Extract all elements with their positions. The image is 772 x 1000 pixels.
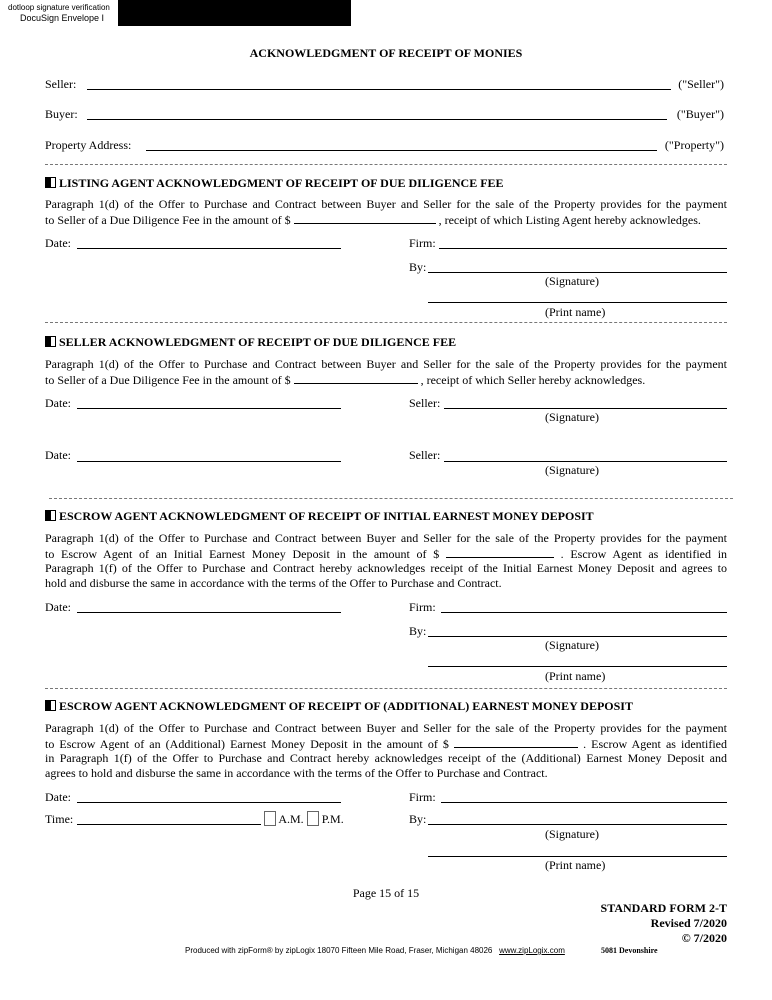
property-suffix: ("Property") [664,138,724,152]
print-name-field[interactable] [428,302,727,303]
seller-field[interactable] [87,89,671,90]
form-number: STANDARD FORM 2-T [600,901,727,915]
signature-caption: (Signature) [545,274,599,288]
date-label: Date: [45,600,71,614]
file-name: 5081 Devonshire [601,946,658,955]
section-divider [45,688,727,689]
buyer-suffix: ("Buyer") [676,107,724,121]
section-escrow-additional-heading: ESCROW AGENT ACKNOWLEDGMENT OF RECEIPT OF (ADDITIONAL) EARNEST MONEY DEPOSIT [45,699,633,714]
print-name-caption: (Print name) [545,669,606,683]
form-copyright: © 7/2020 [681,931,727,945]
by-signature-field[interactable] [428,636,727,637]
dd-fee-amount-field[interactable] [294,372,418,384]
ziplogix-link[interactable]: www.zipLogix.com [499,946,565,955]
signature-caption: (Signature) [545,410,599,424]
page-title: ACKNOWLEDGMENT OF RECEIPT OF MONIES [249,46,523,60]
section-escrow-initial-paragraph: Paragraph 1(d) of the Offer to Purchase and Contract between Buyer and Seller for the sale of the Property provides for the payment to Escrow Agent of an Initial Earnest Money Deposit in the amount of $ . Escrow Agent as identified in Paragraph 1(f) of the Offer to Purchase and Contract hereby acknowledges receipt of the Initial Earnest Money Deposit and agrees to hold and disburse the same in accordance with the terms of the Offer to Purchase and Contract. [45,531,728,590]
section-listing-agent-paragraph: Paragraph 1(d) of the Offer to Purchase and Contract between Buyer and Seller for the sale of the Property provides for the payment to Seller of a Due Diligence Fee in the amount of $ , receipt of which Listing Agent hereby acknowledges. [45,197,727,227]
additional-deposit-amount-field[interactable] [454,736,578,748]
am-checkbox[interactable] [264,811,276,826]
buyer-label: Buyer: [45,107,78,121]
firm-field[interactable] [441,802,727,803]
seller-suffix: ("Seller") [678,77,724,91]
date-label: Date: [45,448,71,462]
section-seller-paragraph: Paragraph 1(d) of the Offer to Purchase and Contract between Buyer and Seller for the sale of the Property provides for the payment to Seller of a Due Diligence Fee in the amount of $ , receipt of which Seller hereby acknowledges. [45,357,727,387]
am-pm-options [264,811,344,827]
date-label: Date: [45,396,71,410]
print-name-caption: (Print name) [545,305,606,319]
signature-caption: (Signature) [545,463,599,477]
checkbox-icon[interactable] [45,510,56,521]
signature-caption: (Signature) [545,827,599,841]
am-label: A.M. [278,812,304,826]
firm-label: Firm: [409,236,436,250]
date-label: Date: [45,236,71,250]
section-escrow-additional-paragraph: Paragraph 1(d) of the Offer to Purchase and Contract between Buyer and Seller for the sale of the Property provides for the payment to Escrow Agent of an (Additional) Earnest Money Deposit in the amount of $ . Escrow Agent as identified in Paragraph 1(f) of the Offer to Purchase and Contract hereby acknowledges receipt of the (Additional) Earnest Money Deposit and agrees to hold and disburse the same in accordance with the terms of the Offer to Purchase and Contract. [45,721,727,780]
section-divider [45,164,727,165]
by-label: By: [409,624,427,638]
checkbox-icon[interactable] [45,700,56,711]
by-label: By: [409,812,427,826]
page-number: Page 15 of 15 [352,886,420,900]
date-field[interactable] [77,248,341,249]
date-field[interactable] [77,612,341,613]
print-name-caption: (Print name) [545,858,606,872]
section-escrow-initial-heading: ESCROW AGENT ACKNOWLEDGMENT OF RECEIPT OF INITIAL EARNEST MONEY DEPOSIT [45,509,594,524]
signature-caption: (Signature) [545,638,599,652]
checkbox-icon[interactable] [45,336,56,347]
date-field[interactable] [77,802,341,803]
envelope-verification-text: dotloop signature verification [8,3,110,12]
print-name-field[interactable] [428,856,727,857]
property-field[interactable] [146,150,657,151]
seller-signature-field[interactable] [444,408,727,409]
envelope-id-box [0,0,118,26]
section-divider [49,498,733,499]
dd-fee-amount-field[interactable] [294,212,436,224]
section-listing-agent-heading: LISTING AGENT ACKNOWLEDGMENT OF RECEIPT OF DUE DILIGENCE FEE [45,176,504,191]
seller-signature-label: Seller: [409,448,441,462]
pm-label: P.M. [321,812,344,826]
section-seller-heading: SELLER ACKNOWLEDGMENT OF RECEIPT OF DUE DILIGENCE FEE [45,335,456,350]
form-revised: Revised 7/2020 [650,916,727,930]
envelope-id-text: DocuSign Envelope I [20,13,105,23]
date-field[interactable] [77,408,341,409]
firm-label: Firm: [409,600,436,614]
producer-footer: Produced with zipForm® by zipLogix 18070 Fifteen Mile Road, Fraser, Michigan 48026 www.zipLogix.com [185,946,565,955]
seller-signature-label: Seller: [409,396,441,410]
firm-field[interactable] [441,612,727,613]
seller-signature-field[interactable] [444,461,727,462]
firm-label: Firm: [409,790,436,804]
time-label: Time: [45,812,74,826]
time-field[interactable] [77,824,261,825]
pm-checkbox[interactable] [307,811,319,826]
envelope-id-redacted-bar [118,0,351,26]
by-label: By: [409,260,427,274]
initial-deposit-amount-field[interactable] [446,546,554,558]
print-name-field[interactable] [428,666,727,667]
date-label: Date: [45,790,71,804]
by-signature-field[interactable] [428,824,727,825]
checkbox-icon[interactable] [45,177,56,188]
seller-label: Seller: [45,77,77,91]
date-field[interactable] [77,461,341,462]
by-signature-field[interactable] [428,272,727,273]
property-label: Property Address: [45,138,132,152]
buyer-field[interactable] [87,119,667,120]
firm-field[interactable] [439,248,727,249]
section-divider [45,322,727,323]
